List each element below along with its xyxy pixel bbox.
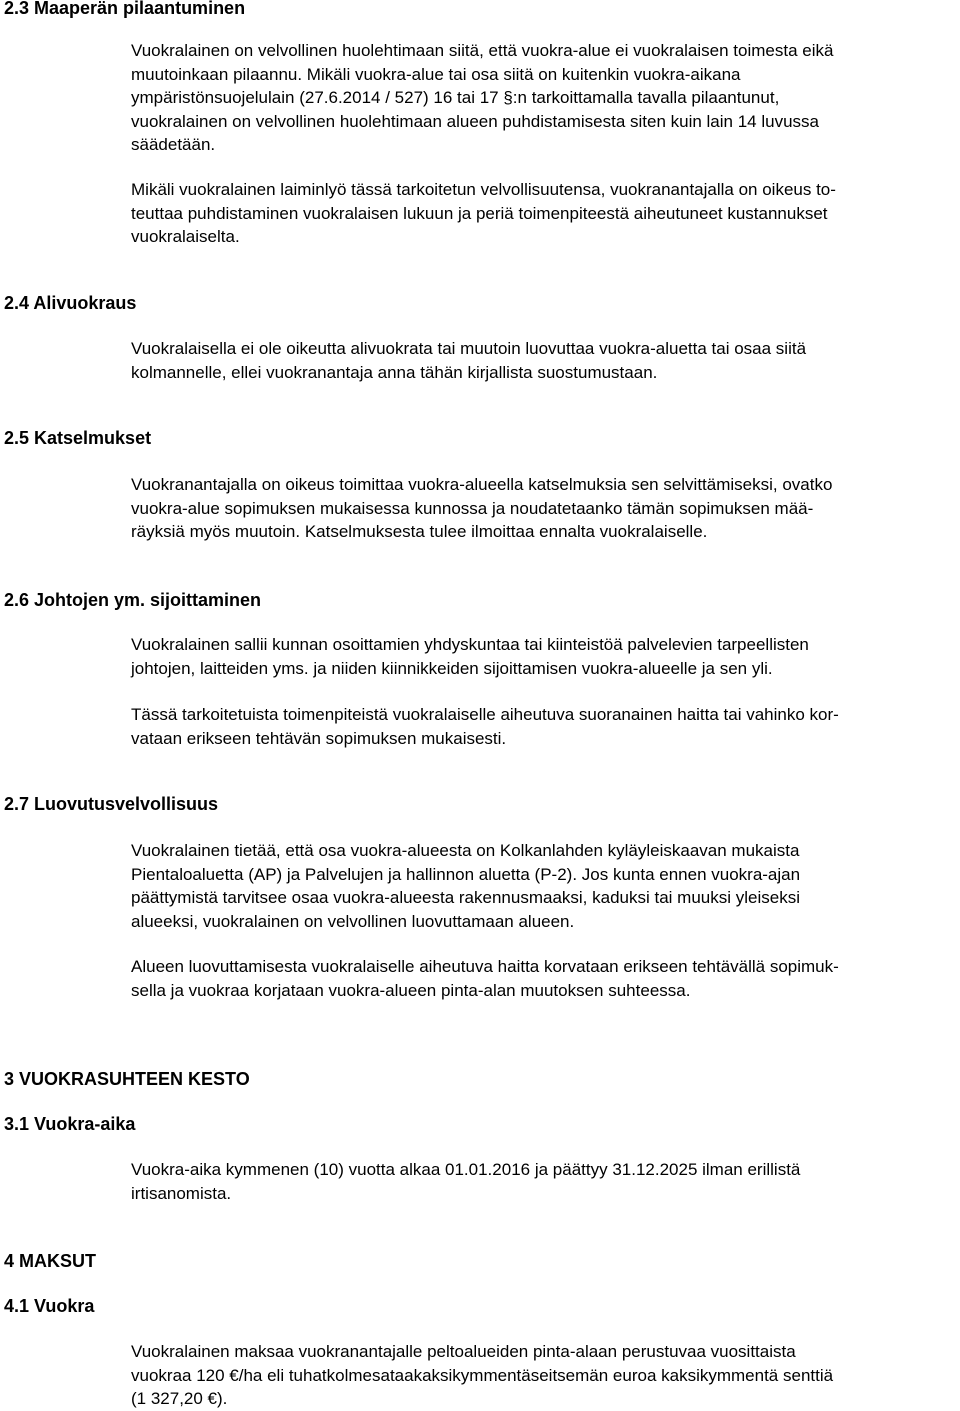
section-2-7-paragraph-1 [131, 839, 953, 933]
text-line: vuokralaiselta. [131, 227, 240, 247]
section-2-3-paragraph-1 [131, 39, 953, 157]
text-line: Vuokralaisella ei ole oikeutta alivuokrata tai muutoin luovuttaa vuokra-aluetta tai osaa siitä [131, 339, 807, 358]
text-line: säädetään. [131, 135, 216, 155]
section-2-5-paragraph-1 [131, 473, 953, 544]
text-line: kolmannelle, ellei vuokranantaja anna tähän kirjallista suostumustaan. [131, 362, 658, 382]
section-4-1-paragraph-1 [131, 1340, 953, 1411]
text-line: vuokraa 120 €/ha eli tuhatkolmesataakaksikymmentäseitsemän euroa kaksikymmentä senttiä [131, 1365, 834, 1385]
section-heading-2-4: 2.4 Alivuokraus [4, 293, 137, 313]
text-line: vuokralainen on velvollinen huolehtimaan alueen puhdistamisesta siten kuin lain 14 luvussa [131, 111, 819, 131]
section-heading-2-3: 2.3 Maaperän pilaantuminen [4, 0, 246, 18]
section-2-6-paragraph-1 [131, 633, 953, 680]
text-line: Vuokralainen tietää, että osa vuokra-alueesta on Kolkanlahden kyläyleiskaavan mukaista [131, 841, 800, 860]
text-line: räyksiä myös muutoin. Katselmuksesta tulee ilmoittaa ennalta vuokralaiselle. [131, 522, 708, 542]
section-heading-2-5: 2.5 Katselmukset [4, 428, 152, 448]
text-line: päättymistä tarvitsee osaa vuokra-alueesta rakennusmaaksi, kaduksi tai muuksi yleiseksi [131, 888, 800, 908]
section-3-1-paragraph-1 [131, 1158, 953, 1205]
text-line: Vuokralainen sallii kunnan osoittamien yhdyskuntaa tai kiinteistöä palvelevien tarpeellisten [131, 635, 809, 654]
text-line: sella ja vuokraa korjataan vuokra-alueen pinta-alan muutoksen suhteessa. [131, 980, 691, 1000]
section-2-3-paragraph-2 [131, 178, 953, 249]
section-2-7-paragraph-2 [131, 955, 953, 1002]
section-heading-4: 4 MAKSUT [4, 1251, 97, 1271]
text-line: muutoinkaan pilaannu. Mikäli vuokra-alue tai osa siitä on kuitenkin vuokra-aikana [131, 64, 741, 84]
text-line: Alueen luovuttamisesta vuokralaiselle aiheutuva haitta korvataan erikseen tehtävällä sopimuk- [131, 957, 839, 976]
text-line: Tässä tarkoitetuista toimenpiteistä vuokralaiselle aiheutuva suoranainen haitta tai vahinko kor- [131, 705, 839, 724]
text-line: Vuokralainen maksaa vuokranantajalle peltoalueiden pinta-alaan perustuvaa vuosittaista [131, 1342, 796, 1361]
section-heading-3: 3 VUOKRASUHTEEN KESTO [4, 1069, 250, 1089]
text-line: ympäristönsuojelulain (27.6.2014 / 527) 16 tai 17 §:n tarkoittamalla tavalla pilaantunut, [131, 88, 780, 108]
text-line: Vuokra-aika kymmenen (10) vuotta alkaa 01.01.2016 ja päättyy 31.12.2025 ilman erillistä [131, 1160, 801, 1179]
text-line: Mikäli vuokralainen laiminlyö tässä tarkoitetun velvollisuutensa, vuokranantajalla on oikeus to- [131, 180, 836, 199]
section-2-4-paragraph-1 [131, 337, 953, 384]
section-heading-2-6: 2.6 Johtojen ym. sijoittaminen [4, 590, 262, 610]
text-line: Pientaloaluetta (AP) ja Palvelujen ja hallinnon aluetta (P-2). Jos kunta ennen vuokra-ajan [131, 864, 801, 884]
section-heading-3-1: 3.1 Vuokra-aika [4, 1114, 136, 1134]
text-line: alueeksi, vuokralainen on velvollinen luovuttamaan alueen. [131, 911, 575, 931]
section-heading-4-1: 4.1 Vuokra [4, 1296, 95, 1316]
section-2-6-paragraph-2 [131, 703, 953, 750]
text-line: vuokra-alue sopimuksen mukaisessa kunnossa ja noudatetaanko tämän sopimuksen mää- [131, 498, 814, 518]
text-line: Vuokranantajalla on oikeus toimittaa vuokra-alueella katselmuksia sen selvittämiseksi, ovatko [131, 475, 833, 494]
section-heading-2-7: 2.7 Luovutusvelvollisuus [4, 794, 219, 814]
text-line: vataan erikseen tehtävän sopimuksen mukaisesti. [131, 728, 507, 748]
text-line: johtojen, laitteiden yms. ja niiden kiinnikkeiden sijoittamisen vuokra-alueelle ja sen yli. [131, 658, 773, 678]
text-line: (1 327,20 €). [131, 1389, 228, 1409]
text-line: irtisanomista. [131, 1183, 232, 1203]
text-line: teuttaa puhdistaminen vuokralaisen lukuun ja periä toimenpiteestä aiheutuneet kustannukset [131, 203, 828, 223]
text-line: Vuokralainen on velvollinen huolehtimaan siitä, että vuokra-alue ei vuokralaisen toimesta eikä [131, 41, 834, 60]
